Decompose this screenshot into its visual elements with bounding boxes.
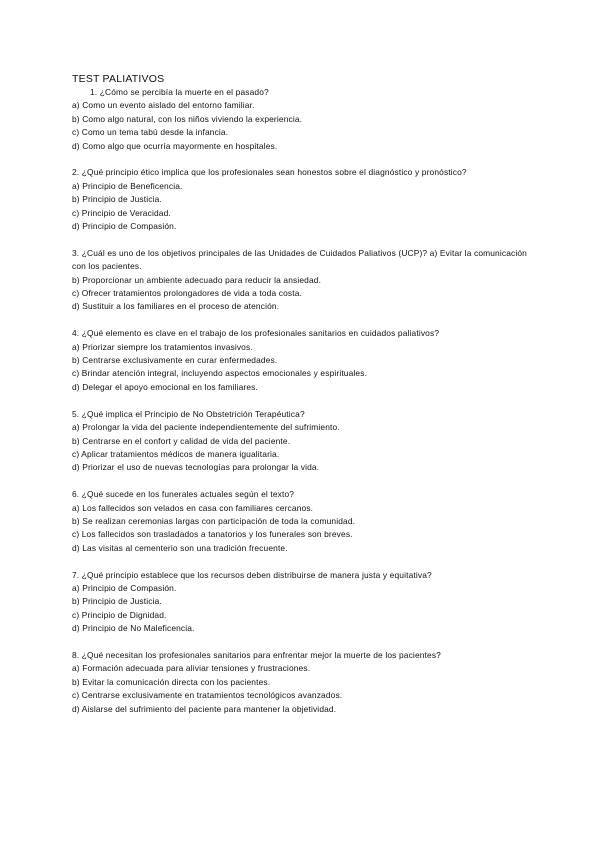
answer-option: c) Principio de Veracidad. (72, 207, 171, 218)
answer-option: d) Principio de No Maleficencia. (72, 623, 195, 634)
question-3 (72, 247, 532, 314)
answer-option: a) Prolongar la vida del paciente independientemente del sufrimiento. (72, 422, 340, 433)
question-stem: 4. ¿Qué elemento es clave en el trabajo de los profesionales sanitarios en cuidados paliativos? (72, 328, 440, 339)
answer-option: d) Principio de Compasión. (72, 221, 177, 232)
answer-option: a) Los fallecidos son velados en casa con familiares cercanos. (72, 502, 314, 513)
answer-option: a) Formación adecuada para aliviar tensiones y frustraciones. (72, 663, 311, 674)
question-list (72, 86, 532, 729)
question-2 (72, 166, 532, 233)
question-stem: 8. ¿Qué necesitan los profesionales sanitarios para enfrentar mejor la muerte de los pacientes? (72, 649, 441, 660)
answer-option: a) Principio de Beneficencia. (72, 180, 183, 191)
answer-option: d) Priorizar el uso de nuevas tecnologías para prolongar la vida. (72, 462, 320, 473)
answer-option: b) Se realizan ceremonias largas con participación de toda la comunidad. (72, 515, 356, 526)
question-stem: 6. ¿Qué sucede en los funerales actuales según el texto? (72, 489, 295, 500)
question-6 (72, 488, 532, 555)
question-7 (72, 569, 532, 636)
answer-option: d) Las visitas al cementerio son una tradición frecuente. (72, 542, 288, 553)
question-stem: 7. ¿Qué principio establece que los recursos deben distribuirse de manera justa y equitativa? (72, 569, 432, 580)
answer-option: d) Aislarse del sufrimiento del paciente para mantener la objetividad. (72, 703, 337, 714)
answer-option: c) Los fallecidos son trasladados a tanatorios y los funerales son breves. (72, 529, 353, 540)
document-title: TEST PALIATIVOS (72, 73, 165, 85)
answer-option: b) Proporcionar un ambiente adecuado para reducir la ansiedad. (72, 274, 322, 285)
question-5 (72, 408, 532, 475)
answer-option: c) Principio de Dignidad. (72, 609, 167, 620)
answer-option: c) Centrarse exclusivamente en tratamientos tecnológicos avanzados. (72, 690, 343, 701)
answer-option: b) Principio de Justicia. (72, 194, 162, 205)
answer-option: a) Priorizar siempre los tratamientos invasivos. (72, 341, 253, 352)
answer-option: d) Como algo que ocurría mayormente en hospitales. (72, 140, 278, 151)
answer-option: d) Sustituir a los familiares en el proceso de atención. (72, 301, 280, 312)
question-stem: 5. ¿Qué implica el Principio de No Obstetrición Terapéutica? (72, 408, 305, 419)
question-stem: 2. ¿Qué principio ético implica que los profesionales sean honestos sobre el diagnóstico y pronóstico? (72, 167, 467, 178)
answer-option: c) Aplicar tratamientos médicos de manera igualitaria. (72, 448, 280, 459)
question-8 (72, 649, 532, 716)
answer-option: c) Brindar atención integral, incluyendo aspectos emocionales y espirituales. (72, 368, 368, 379)
question-4 (72, 327, 532, 394)
answer-option: a) Como un evento aislado del entorno familiar. (72, 100, 255, 111)
question-1 (72, 86, 532, 153)
answer-option: b) Principio de Justicia. (72, 596, 162, 607)
answer-option: c) Ofrecer tratamientos prolongadores de vida a toda costa. (72, 288, 302, 299)
answer-option: b) Evitar la comunicación directa con los pacientes. (72, 676, 271, 687)
answer-option: b) Como algo natural, con los niños viviendo la experiencia. (72, 113, 303, 124)
question-stem: 3. ¿Cuál es uno de los objetivos principales de las Unidades de Cuidados Paliativos (UCP)? a) Evitar la comunicación con los pacientes. (72, 247, 527, 272)
answer-option: b) Centrarse en el confort y calidad de vida del paciente. (72, 435, 291, 446)
answer-option: c) Como un tema tabú desde la infancia. (72, 127, 229, 138)
answer-option: d) Delegar el apoyo emocional en los familiares. (72, 381, 258, 392)
answer-option: b) Centrarse exclusivamente en curar enfermedades. (72, 355, 278, 366)
answer-option: a) Principio de Compasión. (72, 582, 177, 593)
question-stem: 1. ¿Cómo se percibía la muerte en el pasado? (90, 87, 269, 97)
